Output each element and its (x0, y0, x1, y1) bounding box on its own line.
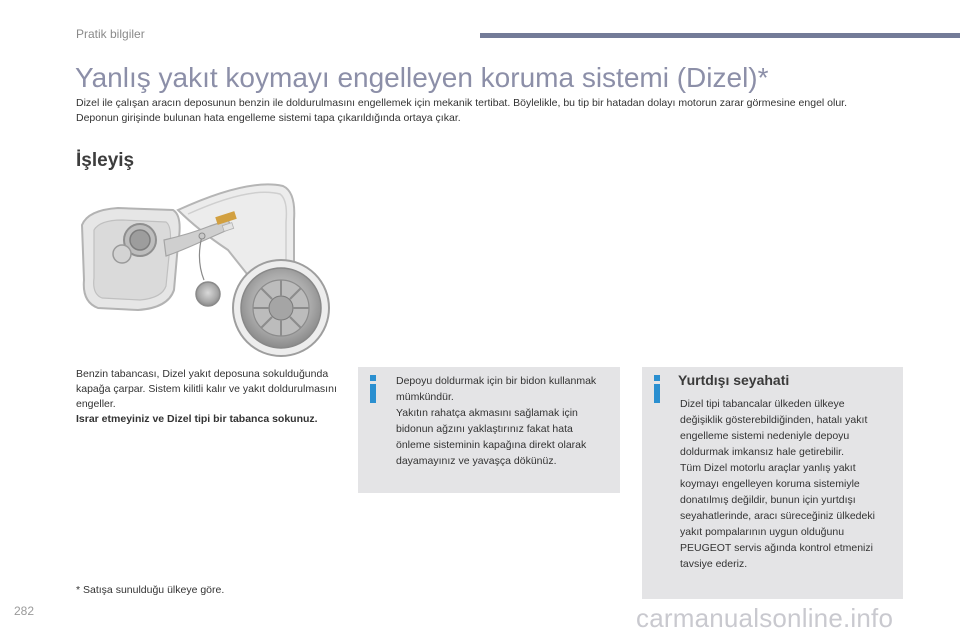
page-title: Yanlış yakıt koymayı engelleyen koruma sistemi (Dizel)* (75, 62, 769, 93)
info-icon (366, 374, 380, 404)
info-icon (650, 374, 664, 404)
info-note-1-body (396, 373, 606, 469)
section-subheading: İşleyiş (76, 150, 135, 171)
info-note-1-line-1: Depoyu doldurmak için bir bidon kullanmak mümkündür. (396, 375, 597, 403)
info-note-2-line-1: Dizel tipi tabancalar ülkeden ülkeye değişiklik gösterebildiğinden, hatalı yakıt engelleme sistemi nedeniyle depoyu doldurmak imkansız hale getirebilir. (680, 398, 868, 458)
watermark: carmanualsonline.info (636, 603, 894, 633)
header-bar (480, 33, 960, 38)
intro-paragraph-1: Dizel ile çalışan aracın deposunun benzin ile doldurulmasını engellemek için mekanik tertibat. Böylelikle, bu tip bir hatadan dolayı motorun zarar görmesine engel olur. (76, 97, 848, 109)
info-note-2-title: Yurtdışı seyahati (678, 372, 790, 388)
section-label: Pratik bilgiler (76, 27, 145, 41)
left-column-text (76, 367, 351, 427)
left-column-paragraph: Benzin tabancası, Dizel yakıt deposuna sokulduğunda kapağa çarpar. Sistem kilitli kalır ve yakıt doldurulmasını engeller. (76, 368, 337, 410)
left-column-bold: Israr etmeyiniz ve Dizel tipi bir tabanca sokunuz. (76, 413, 318, 425)
info-note-1-line-2: Yakıtın rahatça akmasını sağlamak için bidonun ağzını yaklaştırınız fakat hata önleme sisteminin kapağına direkt olarak dayamayınız ve yavaşça dökünüz. (396, 407, 587, 467)
intro-paragraph-2: Deponun girişinde bulunan hata engelleme sistemi tapa çıkarıldığında ortaya çıkar. (76, 112, 461, 124)
info-note-2-line-2: Tüm Dizel motorlu araçlar yanlış yakıt koymayı engelleyen koruma sistemiyle donatılmış değildir, bunun için yurtdışı seyahatlerinde, aracı süreceğiniz ülkedeki yakıt pompalarının uygun olduğunu PEUGEOT servis ağında kontrol etmenizi tavsiye ederiz. (680, 462, 875, 570)
info-note-2-body (680, 396, 889, 572)
fuel-filler-illustration (78, 180, 338, 360)
info-note-1 (358, 367, 620, 493)
info-note-2 (642, 367, 903, 599)
footnote: * Satışa sunulduğu ülkeye göre. (76, 584, 225, 596)
page-number: 282 (14, 604, 35, 618)
intro-text (76, 96, 876, 126)
